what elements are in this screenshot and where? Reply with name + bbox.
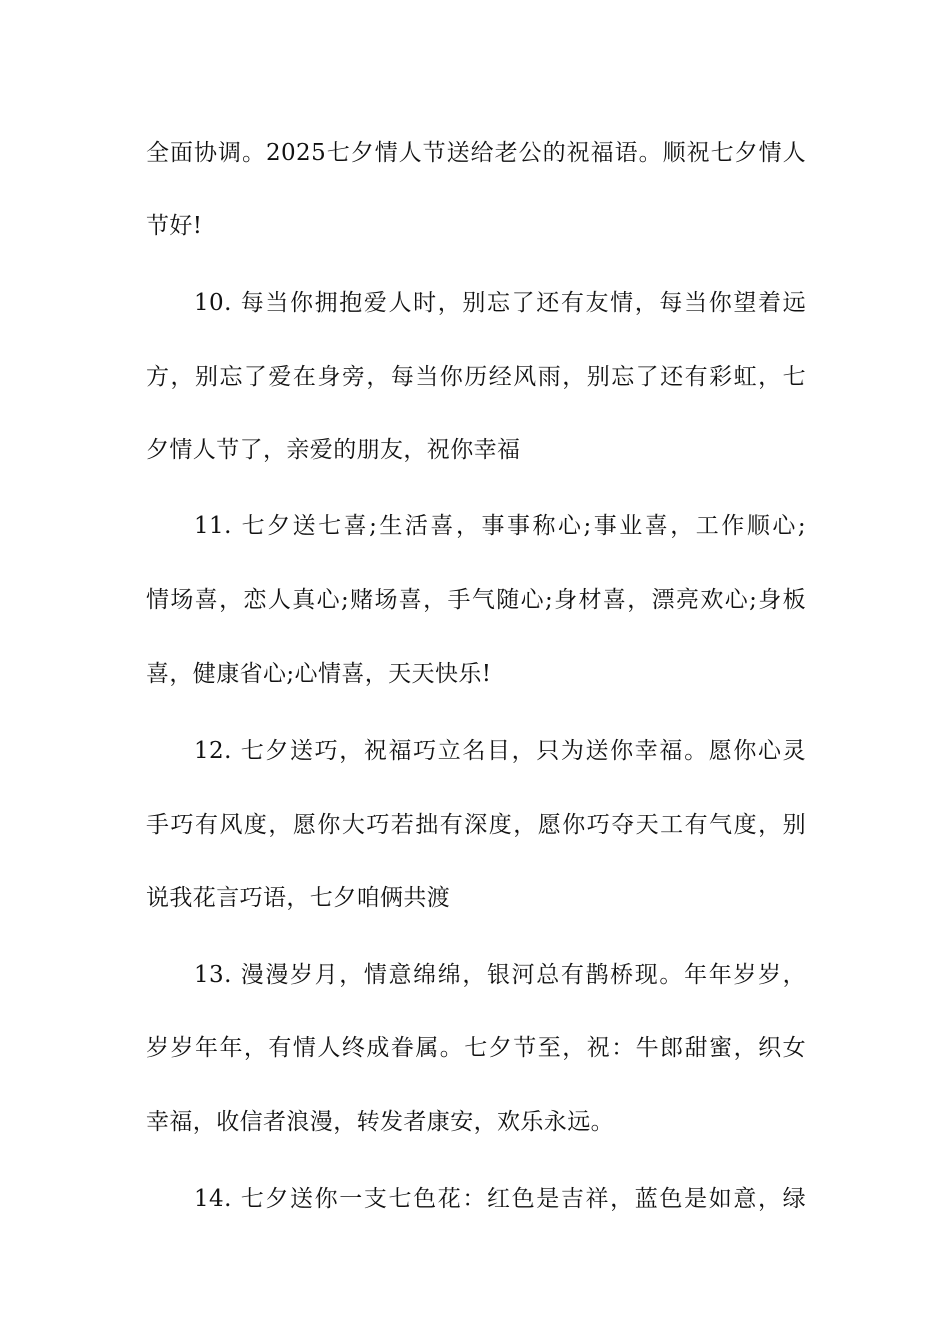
list-item-14-line: 14. 七夕送你一支七色花：红色是吉祥，蓝色是如意，绿: [194, 1186, 806, 1212]
text-line: 夕情人节了，亲爱的朋友，祝你幸福: [146, 437, 521, 463]
text-line: 节好!: [146, 213, 203, 239]
list-item-12-line: 12. 七夕送巧，祝福巧立名目，只为送你幸福。愿你心灵: [194, 738, 806, 764]
text-line: 说我花言巧语，七夕咱俩共渡: [146, 885, 451, 911]
text-line: 手巧有风度，愿你大巧若拙有深度，愿你巧夺天工有气度，别: [146, 812, 806, 838]
text-line: 全面协调。2025七夕情人节送给老公的祝福语。顺祝七夕情人: [146, 140, 806, 166]
list-item-11-line: 11. 七夕送七喜;生活喜，事事称心;事业喜，工作顺心;: [194, 513, 806, 539]
list-item-10-line: 10. 每当你拥抱爱人时，别忘了还有友情，每当你望着远: [194, 290, 806, 316]
list-item-13-line: 13. 漫漫岁月，情意绵绵，银河总有鹊桥现。年年岁岁，: [194, 962, 806, 988]
text-line: 方，别忘了爱在身旁，每当你历经风雨，别忘了还有彩虹，七: [146, 364, 806, 390]
text-line: 幸福，收信者浪漫，转发者康安，欢乐永远。: [146, 1109, 614, 1135]
text-line: 岁岁年年，有情人终成眷属。七夕节至，祝：牛郎甜蜜，织女: [146, 1035, 806, 1061]
text-line: 情场喜，恋人真心;赌场喜，手气随心;身材喜，漂亮欢心;身板: [146, 587, 806, 613]
text-line: 喜，健康省心;心情喜，天天快乐!: [146, 661, 492, 687]
